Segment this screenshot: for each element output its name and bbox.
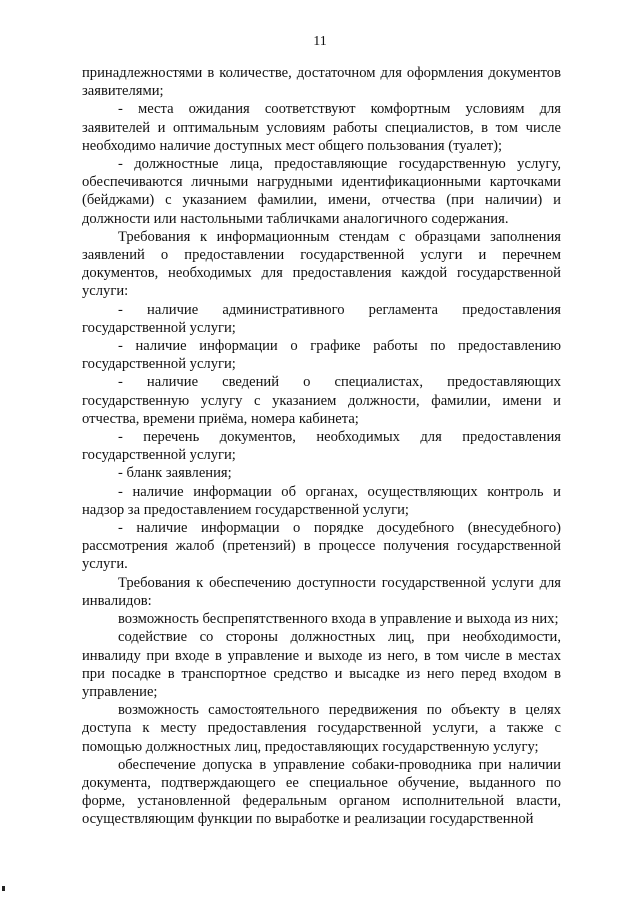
paragraph: содействие со стороны должностных лиц, при необходимости, инвалиду при входе в управление и выходе из него, в том числе в местах при посадке в транспортное средство и высадке из него перед входом в управление;	[82, 629, 561, 700]
paragraph: - должностные лица, предоставляющие государственную услугу, обеспечиваются личными нагрудными идентификационными карточками (бейджами) с указанием фамилии, имени, отчества (при наличии) и должности или настольными табличками аналогичного содержания.	[82, 156, 561, 227]
paragraph: принадлежностями в количестве, достаточном для оформления документов заявителями;	[82, 65, 561, 100]
paragraph: - перечень документов, необходимых для предоставления государственной услуги;	[82, 429, 561, 464]
paragraph: возможность беспрепятственного входа в управление и выхода из них;	[118, 611, 559, 628]
paragraph: Требования к обеспечению доступности государственной услуги для инвалидов:	[82, 574, 561, 609]
paragraph: - места ожидания соответствуют комфортным условиям для заявителей и оптимальным условиям работы специалистов, в том числе необходимо наличие доступных мест общего пользования (туалет);	[82, 101, 561, 154]
paragraph: - наличие информации о порядке досудебного (внесудебного) рассмотрения жалоб (претензий) в процессе получения государственной услуги.	[82, 520, 561, 573]
paragraph: - наличие информации об органах, осуществляющих контроль и надзор за предоставлением государственной услуги;	[82, 483, 561, 518]
paragraph: - наличие сведений о специалистах, предоставляющих государственную услугу с указанием должности, фамилии, имени и отчества, времени приёма, номера кабинета;	[82, 374, 561, 427]
paragraph: - наличие информации о графике работы по предоставлению государственной услуги;	[82, 338, 561, 373]
paragraph: - бланк заявления;	[118, 465, 232, 482]
scan-edge-mark	[2, 886, 5, 891]
paragraph: обеспечение допуска в управление собаки-проводника при наличии документа, подтверждающего ее специальное обучение, выданного по форме, установленной федеральным органом исполнительной власти, осуществляющим функции по выработке и реализации государственной	[82, 756, 561, 828]
paragraph: возможность самостоятельного передвижения по объекту в целях доступа к месту предоставления государственной услуги, а также с помощью должностных лиц, предоставляющих государственную услугу;	[82, 702, 561, 755]
document-body	[82, 64, 561, 829]
page-number: 11	[313, 34, 327, 49]
paragraph: Требования к информационным стендам с образцами заполнения заявлений о предоставлении государственной услуги и перечнем документов, необходимых для предоставления каждой государственной услуги:	[82, 228, 561, 300]
paragraph: - наличие административного регламента предоставления государственной услуги;	[82, 301, 561, 336]
